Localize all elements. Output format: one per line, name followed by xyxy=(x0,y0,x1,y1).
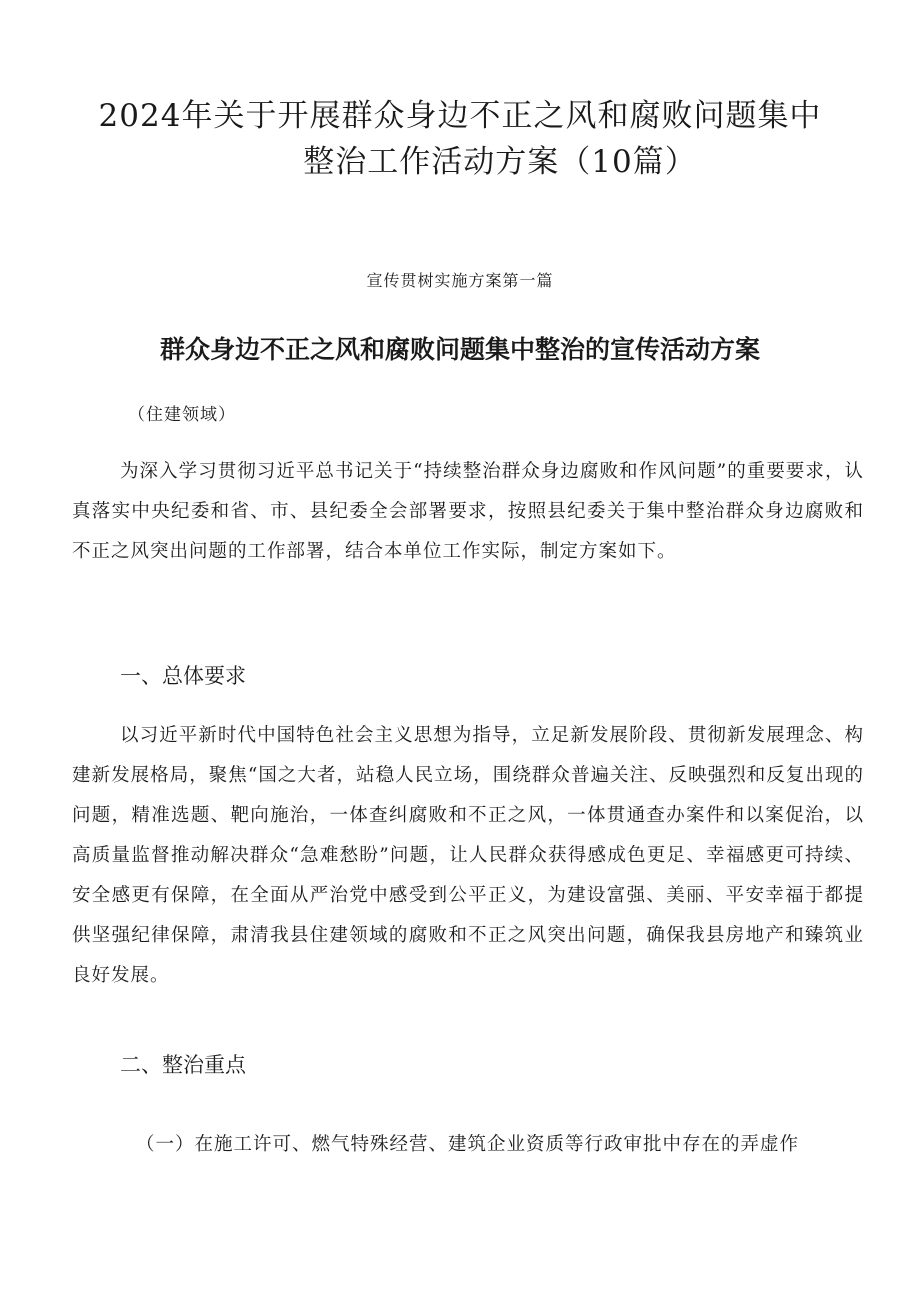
document-title-line-2: 整治工作活动方案（10篇） xyxy=(303,144,697,180)
general-requirements-paragraph: 以习近平新时代中国特色社会主义思想为指导，立足新发展阶段、贯彻新发展理念、构建新发展格局，聚焦“国之大者，站稳人民立场，围绕群众普遍关注、反映强烈和反复出现的问题，精准选题、靶向施治，一体查纠腐败和不正之风，一体贯通查办案件和以案促治，以高质量监督推动解决群众“急难愁盼”问题，让人民群众获得感成色更足、幸福感更可持续、安全感更有保障，在全面从严治党中感受到公平正义，为建设富强、美丽、平安幸福于都提供坚强纪律保障，肃清我县住建领域的腐败和不正之风突出问题，确保我县房地产和臻筑业良好发展。 xyxy=(72,725,864,986)
section-heading-rectification-focus: 二、整治重点 xyxy=(120,1053,246,1077)
main-heading: 群众身边不正之风和腐败问题集中整治的宣传活动方案 xyxy=(159,335,760,364)
section-heading-general-requirements: 一、总体要求 xyxy=(120,664,246,688)
document-subtitle: 宣传贯树实施方案第一篇 xyxy=(366,271,554,290)
field-note: （住建领域） xyxy=(128,405,236,425)
rectification-item-1: （一）在施工许可、燃气特殊经营、建筑企业资质等行政审批中存在的弄虚作 xyxy=(136,1134,800,1155)
document-title-line-1: 2024年关于开展群众身边不正之风和腐败问题集中 xyxy=(98,98,822,134)
intro-paragraph: 为深入学习贯彻习近平总书记关于“持续整治群众身边腐败和作风问题”的重要要求，认真落实中央纪委和省、市、县纪委全会部署要求，按照县纪委关于集中整治群众身边腐败和不正之风突出问题的工作部署，结合本单位工作实际，制定方案如下。 xyxy=(72,461,864,562)
